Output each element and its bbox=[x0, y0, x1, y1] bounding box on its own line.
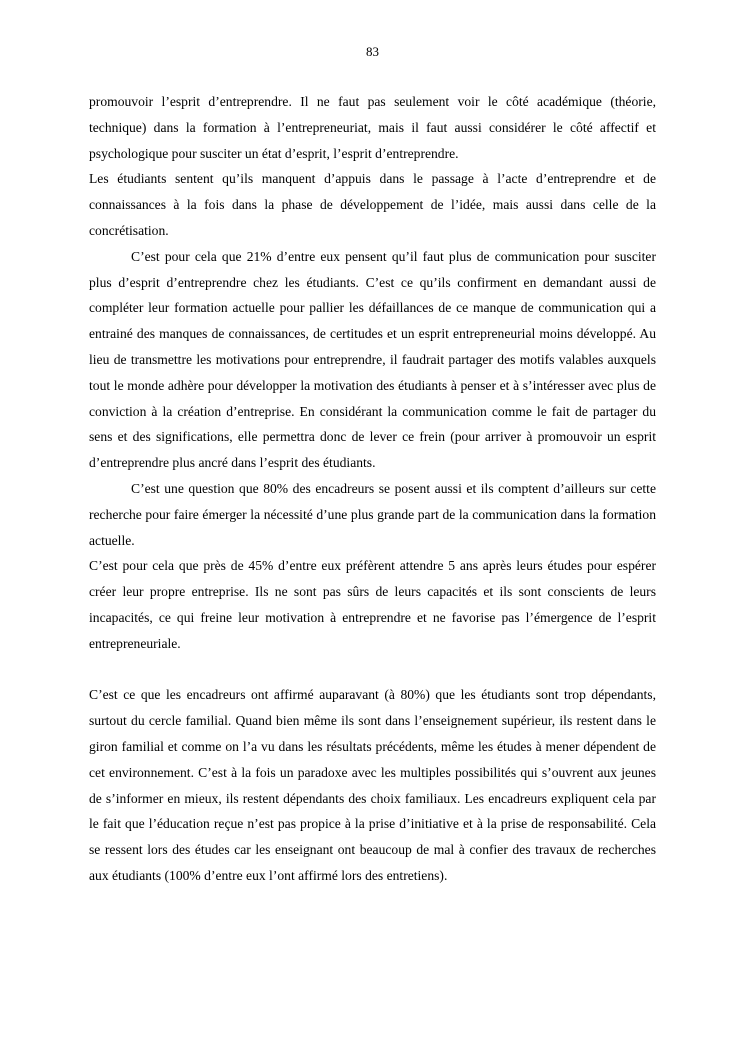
document-body bbox=[89, 89, 656, 889]
paragraph-6: C’est ce que les encadreurs ont affirmé auparavant (à 80%) que les étudiants sont trop dépendants, surtout du cercle familial. Quand bien même ils sont dans l’enseignement supérieur, ils restent dans le giron familial et comme on l’a vu dans les résultats précédents, même les études à mener dépendent de cet environnement. C’est à la fois un paradoxe avec les multiples possibilités qui s’ouvrent aux jeunes de s’informer en mieux, ils restent dépendants des choix familiaux. Les encadreurs expliquent cela par le fait que l’éducation reçue n’est pas propice à la prise d’initiative et à la prise de responsabilité. Cela se ressent lors des études car les enseignant ont beaucoup de mal à confier des travaux de recherches aux étudiants (100% d’entre eux l’ont affirmé lors des entretiens). bbox=[89, 687, 656, 883]
page-number: 83 bbox=[366, 44, 379, 59]
paragraph-3: C’est pour cela que 21% d’entre eux pensent qu’il faut plus de communication pour susciter plus d’esprit d’entreprendre chez les étudiants. C’est ce qu’ils confirment en demandant aussi de compléter leur formation actuelle pour pallier les défaillances de ce manque de communication qui a entrainé des manques de connaissances, de certitudes et un esprit entrepreneurial moins développé. Au lieu de transmettre les motivations pour entreprendre, il faudrait partager des motifs valables auxquels tout le monde adhère pour développer la motivation des étudiants à penser et à s’intéresser avec plus de conviction à la création d’entreprise. En considérant la communication comme le fait de partager du sens et des significations, elle permettra donc de lever ce frein (pour arriver à promouvoir un esprit d’entreprendre plus ancré dans l’esprit des étudiants. bbox=[89, 248, 656, 471]
paragraph-2: Les étudiants sentent qu’ils manquent d’appuis dans le passage à l’acte d’entreprendre et de connaissances à la fois dans la phase de développement de l’idée, mais aussi dans celle de la concrétisation. bbox=[89, 171, 656, 238]
paragraph-1: promouvoir l’esprit d’entreprendre. Il ne faut pas seulement voir le côté académique (théorie, technique) dans la formation à l’entrepreneuriat, mais il faut aussi considérer le côté affectif et psychologique pour susciter un état d’esprit, l’esprit d’entreprendre. bbox=[89, 94, 656, 161]
paragraph-4: C’est une question que 80% des encadreurs se posent aussi et ils comptent d’ailleurs sur cette recherche pour faire émerger la nécessité d’une plus grande part de la communication dans la formation actuelle. bbox=[89, 480, 656, 548]
paragraph-5: C’est pour cela que près de 45% d’entre eux préfèrent attendre 5 ans après leurs études pour espérer créer leur propre entreprise. Ils ne sont pas sûrs de leurs capacités et ils sont conscients de leurs incapacités, ce qui freine leur motivation à entreprendre et ne favorise pas l’émergence de l’esprit entrepreneuriale. bbox=[89, 558, 656, 651]
